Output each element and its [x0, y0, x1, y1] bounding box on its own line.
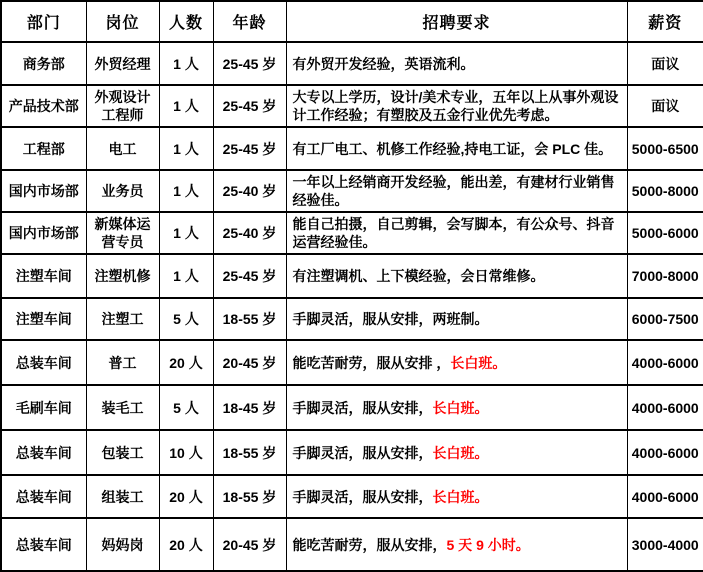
cell-position: 新媒体运营专员 — [86, 212, 159, 254]
cell-position: 普工 — [86, 340, 159, 385]
cell-department: 注塑车间 — [1, 298, 86, 340]
cell-salary: 4000-6000 — [627, 430, 703, 475]
cell-age: 18-55 岁 — [213, 298, 286, 340]
table-row — [1, 340, 703, 385]
cell-salary: 5000-6500 — [627, 127, 703, 170]
requirement-text: 能吃苦耐劳，服从安排， — [292, 536, 447, 553]
column-header-salary: 薪资 — [627, 1, 703, 42]
requirement-text: 能自己拍摄，自己剪辑，会写脚本，有公众号、抖音运营经验佳。 — [292, 216, 615, 250]
table-row — [1, 298, 703, 340]
column-header-department: 部门 — [1, 1, 86, 42]
requirement-text: 手脚灵活，服从安排， — [292, 488, 433, 505]
cell-headcount: 5 人 — [159, 298, 213, 340]
header-row — [1, 1, 703, 42]
cell-headcount: 1 人 — [159, 127, 213, 170]
cell-age: 25-45 岁 — [213, 42, 286, 85]
table-body — [1, 42, 703, 571]
cell-salary: 6000-7500 — [627, 298, 703, 340]
requirement-highlight-text: 长白班。 — [450, 354, 507, 371]
cell-headcount: 1 人 — [159, 254, 213, 298]
cell-requirement — [286, 170, 627, 212]
cell-salary: 面议 — [627, 85, 703, 127]
column-header-age: 年龄 — [213, 1, 286, 42]
cell-headcount: 1 人 — [159, 170, 213, 212]
cell-age: 25-40 岁 — [213, 212, 286, 254]
cell-headcount: 5 人 — [159, 385, 213, 430]
cell-salary: 5000-8000 — [627, 170, 703, 212]
table-row — [1, 385, 703, 430]
cell-salary: 3000-4000 — [627, 518, 703, 571]
cell-position: 外贸经理 — [86, 42, 159, 85]
cell-requirement — [286, 127, 627, 170]
cell-headcount: 20 人 — [159, 518, 213, 571]
cell-requirement — [286, 340, 627, 385]
table-row — [1, 42, 703, 85]
cell-age: 25-45 岁 — [213, 85, 286, 127]
requirement-text: 手脚灵活，服从安排，两班制。 — [292, 311, 489, 327]
cell-position: 妈妈岗 — [86, 518, 159, 571]
cell-department: 国内市场部 — [1, 212, 86, 254]
cell-headcount: 20 人 — [159, 340, 213, 385]
requirement-text: 大专以上学历，设计/美术专业，五年以上从事外观设计工作经验；有塑胶及五金行业优先考虑。 — [292, 89, 619, 123]
requirement-highlight-text: 长白班。 — [432, 488, 489, 505]
requirement-highlight-text: 长白班。 — [432, 444, 489, 461]
cell-headcount: 1 人 — [159, 42, 213, 85]
cell-salary: 4000-6000 — [627, 385, 703, 430]
cell-department: 总装车间 — [1, 340, 86, 385]
requirement-text: 一年以上经销商开发经验，能出差，有建材行业销售经验佳。 — [292, 174, 615, 208]
cell-position: 注塑机修 — [86, 254, 159, 298]
cell-salary: 5000-6000 — [627, 212, 703, 254]
cell-age: 25-40 岁 — [213, 170, 286, 212]
requirement-text: 能吃苦耐劳，服从安排 ， — [292, 354, 451, 371]
cell-headcount: 1 人 — [159, 212, 213, 254]
cell-age: 20-45 岁 — [213, 518, 286, 571]
table-row — [1, 475, 703, 518]
table-header — [1, 1, 703, 42]
table-row — [1, 430, 703, 475]
cell-age: 18-45 岁 — [213, 385, 286, 430]
requirement-highlight-text: 长白班。 — [432, 399, 489, 416]
cell-position: 外观设计工程师 — [86, 85, 159, 127]
cell-requirement — [286, 385, 627, 430]
cell-salary: 面议 — [627, 42, 703, 85]
requirement-text: 有注塑调机、上下模经验，会日常维修。 — [292, 268, 545, 284]
cell-age: 20-45 岁 — [213, 340, 286, 385]
cell-position: 电工 — [86, 127, 159, 170]
table-row — [1, 127, 703, 170]
cell-salary: 4000-6000 — [627, 475, 703, 518]
cell-department: 总装车间 — [1, 475, 86, 518]
cell-department: 总装车间 — [1, 430, 86, 475]
cell-headcount: 10 人 — [159, 430, 213, 475]
cell-department: 国内市场部 — [1, 170, 86, 212]
requirement-text: 手脚灵活，服从安排， — [292, 444, 433, 461]
cell-age: 18-55 岁 — [213, 430, 286, 475]
cell-position: 注塑工 — [86, 298, 159, 340]
cell-department: 总装车间 — [1, 518, 86, 571]
requirement-text: 有工厂电工、机修工作经验,持电工证，会 PLC 佳。 — [292, 140, 613, 157]
cell-department: 商务部 — [1, 42, 86, 85]
cell-requirement — [286, 518, 627, 571]
requirement-text: 手脚灵活，服从安排， — [292, 399, 433, 416]
cell-position: 组装工 — [86, 475, 159, 518]
cell-age: 25-45 岁 — [213, 127, 286, 170]
table-row — [1, 170, 703, 212]
requirement-highlight-text: 5 天 9 小时。 — [446, 536, 530, 553]
cell-department: 产品技术部 — [1, 85, 86, 127]
cell-department: 工程部 — [1, 127, 86, 170]
cell-department: 注塑车间 — [1, 254, 86, 298]
requirement-text: 有外贸开发经验，英语流利。 — [292, 55, 475, 72]
column-header-headcount: 人数 — [159, 1, 213, 42]
cell-position: 装毛工 — [86, 385, 159, 430]
cell-requirement — [286, 475, 627, 518]
cell-requirement — [286, 212, 627, 254]
table-row — [1, 212, 703, 254]
cell-headcount: 20 人 — [159, 475, 213, 518]
cell-department: 毛刷车间 — [1, 385, 86, 430]
table-row — [1, 85, 703, 127]
column-header-requirement: 招聘要求 — [286, 1, 627, 42]
cell-headcount: 1 人 — [159, 85, 213, 127]
table-row — [1, 518, 703, 571]
cell-age: 25-45 岁 — [213, 254, 286, 298]
table-row — [1, 254, 703, 298]
cell-requirement — [286, 85, 627, 127]
cell-salary: 7000-8000 — [627, 254, 703, 298]
cell-requirement — [286, 254, 627, 298]
cell-position: 包装工 — [86, 430, 159, 475]
cell-age: 18-55 岁 — [213, 475, 286, 518]
column-header-position: 岗位 — [86, 1, 159, 42]
cell-position: 业务员 — [86, 170, 159, 212]
cell-requirement — [286, 298, 627, 340]
cell-requirement — [286, 430, 627, 475]
cell-salary: 4000-6000 — [627, 340, 703, 385]
cell-requirement — [286, 42, 627, 85]
